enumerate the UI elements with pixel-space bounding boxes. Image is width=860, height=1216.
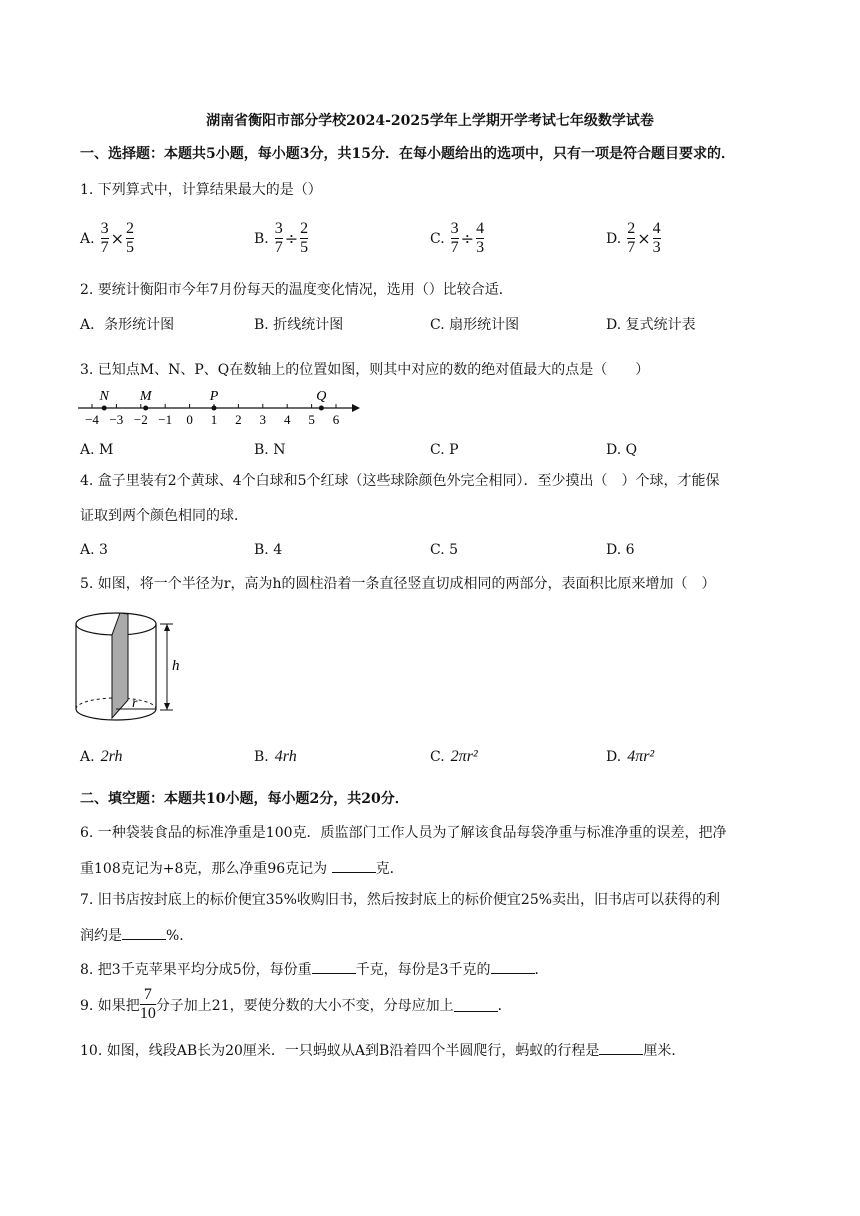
- section-1-heading: 一、选择题：本题共5小题，每小题3分，共15分．在每小题给出的选项中，只有一项是符合题目要求的．: [80, 146, 735, 162]
- q3-option-a: A. M: [80, 442, 114, 458]
- number-line-tick-label: 3: [259, 412, 267, 427]
- q1-option-c: C. $\frac{3}{7}$ ÷ $\frac{4}{3}$: [430, 220, 485, 256]
- point-label-n: N: [99, 389, 109, 404]
- q1-option-b: B. $\frac{3}{7}$ ÷ $\frac{2}{5}$: [254, 220, 309, 256]
- number-line-tick-label: 1: [210, 412, 218, 427]
- question-4-stem-line2: 证取到两个颜色相同的球．: [80, 508, 248, 524]
- point-label-q: Q: [316, 389, 327, 404]
- q3-option-c: C. P: [430, 442, 459, 458]
- point-p: [212, 406, 217, 411]
- number-line-figure: [76, 386, 366, 428]
- answer-blank[interactable]: [491, 959, 535, 974]
- question-1-stem: 1. 下列算式中，计算结果最大的是（）: [80, 182, 322, 198]
- question-10: 10. 如图，线段AB长为20厘米．一只蚂蚁从A到B沿着四个半圆爬行，蚂蚁的行程是 厘米．: [80, 1040, 685, 1060]
- question-6-line1: 6. 一种袋装食品的标准净重是100克．质监部门工作人员为了解该食品每袋净重与标准净重的误差，把净: [80, 825, 727, 841]
- question-6-line2: 重108克记为+8克，那么净重96克记为 克．: [80, 858, 404, 878]
- q1-option-d: D. $\frac{2}{7}$ × $\frac{4}{3}$: [606, 220, 661, 256]
- point-label-p: P: [209, 389, 219, 404]
- point-m: [143, 406, 148, 411]
- q2-option-d: D. 复式统计表: [606, 317, 696, 333]
- point-q: [319, 406, 324, 411]
- question-8: 8. 把3千克苹果平均分成5份，每份重 千克，每份是3千克的 ．: [80, 959, 549, 979]
- q5-option-b: B. 4rh: [254, 748, 297, 765]
- answer-blank[interactable]: [122, 925, 166, 940]
- question-7-line2: 润约是 %.: [80, 925, 184, 945]
- answer-blank[interactable]: [312, 959, 356, 974]
- section-2-heading: 二、填空题：本题共10小题，每小题2分，共20分．: [80, 791, 409, 807]
- fraction: $\frac{7}{10}$: [139, 986, 156, 1022]
- q5-option-a: A. 2rh: [80, 748, 123, 765]
- page-title: 湖南省衡阳市部分学校2024-2025学年上学期开学考试七年级数学试卷: [206, 113, 654, 129]
- q2-option-a: A．条形统计图: [80, 317, 175, 333]
- height-label: h: [172, 658, 180, 674]
- number-line-tick-label: 4: [283, 412, 291, 427]
- answer-blank[interactable]: [332, 858, 376, 873]
- number-line-tick-label: −4: [85, 412, 99, 427]
- q1-option-a: A. $\frac{3}{7}$ × $\frac{2}{5}$: [80, 220, 134, 256]
- number-line-tick-label: −1: [158, 412, 173, 427]
- number-line-tick-label: 5: [308, 412, 315, 427]
- q4-option-d: D. 6: [606, 542, 635, 558]
- q2-option-b: B. 折线统计图: [254, 317, 344, 333]
- answer-blank[interactable]: [599, 1040, 643, 1055]
- number-line-tick-label: −3: [109, 412, 124, 427]
- q4-option-a: A. 3: [80, 542, 108, 558]
- answer-blank[interactable]: [454, 997, 498, 1012]
- q5-option-d: D. 4πr²: [606, 748, 655, 765]
- q3-option-b: B. N: [254, 442, 286, 458]
- question-4-stem-line1: 4. 盒子里装有2个黄球、4个白球和5个红球（这些球除颜色外完全相同）．至少摸出（ ）个球，才能保: [80, 473, 720, 489]
- number-line-tick-label: 2: [235, 412, 242, 427]
- number-line-tick-label: 0: [186, 412, 193, 427]
- q3-option-d: D. Q: [606, 442, 638, 458]
- q5-option-c: C. 2πr²: [430, 748, 478, 765]
- question-2-stem: 2. 要统计衡阳市今年7月份每天的温度变化情况，选用（）比较合适．: [80, 282, 513, 298]
- q2-option-c: C. 扇形统计图: [430, 317, 520, 333]
- q4-option-c: C. 5: [430, 542, 459, 558]
- radius-label: r: [132, 696, 138, 711]
- cylinder-figure: [74, 604, 184, 732]
- number-line-tick-label: −2: [133, 412, 148, 427]
- q4-option-b: B. 4: [254, 542, 283, 558]
- question-7-line1: 7. 旧书店按封底上的标价便宜35%收购旧书，然后按封底上的标价便宜25%卖出，旧书店可以获得的利: [80, 892, 721, 908]
- question-3-stem: 3. 已知点M、N、P、Q在数轴上的位置如图，则其中对应的数的绝对值最大的点是（ ）: [80, 362, 650, 378]
- question-9: 9. 如果把 $\frac{7}{10}$ 分子加上21，要使分数的大小不变，分母应加上 ．: [80, 986, 512, 1022]
- point-label-m: M: [139, 389, 152, 404]
- point-n: [102, 406, 107, 411]
- number-line-tick-label: 6: [332, 412, 340, 427]
- question-5-stem: 5. 如图，将一个半径为r，高为h的圆柱沿着一条直径竖直切成相同的两部分，表面积比原来增加（ ）: [80, 576, 716, 592]
